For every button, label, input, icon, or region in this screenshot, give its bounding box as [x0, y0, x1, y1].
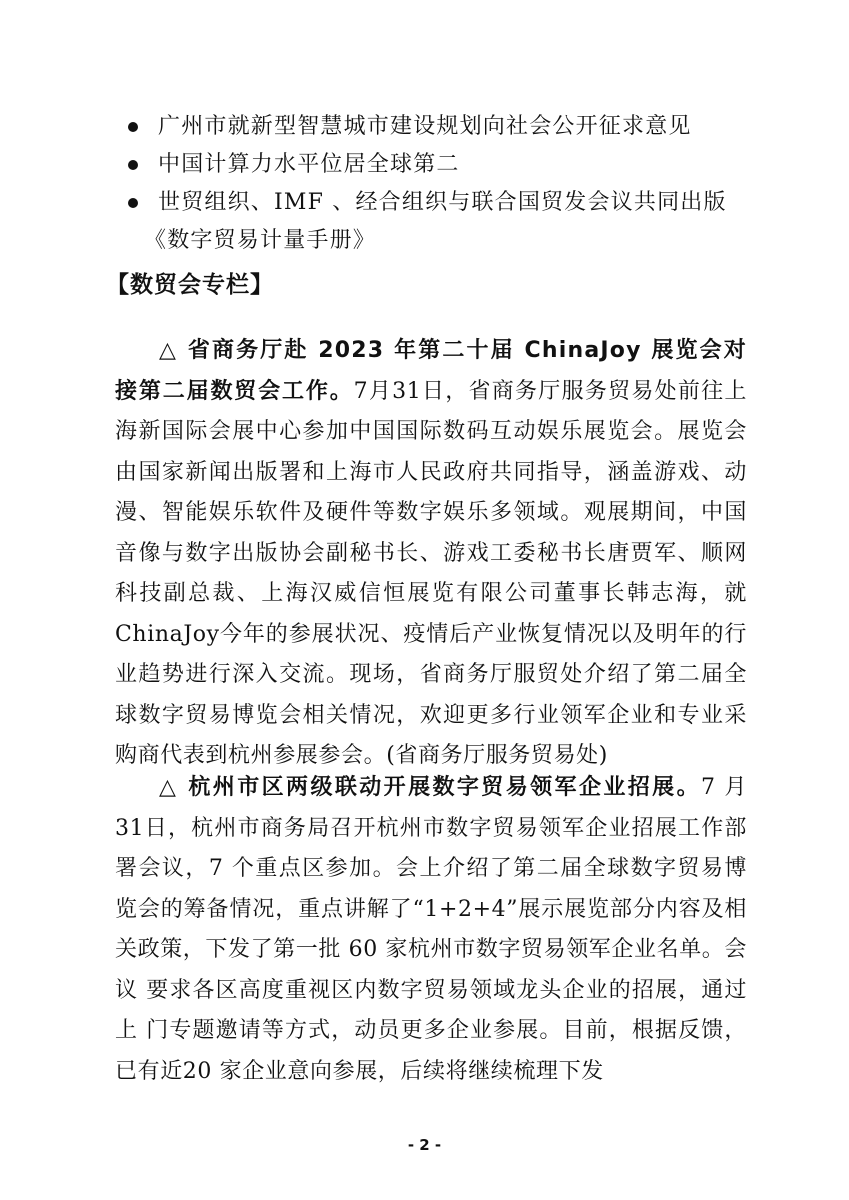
bullet-dot-icon	[128, 122, 138, 132]
list-item	[128, 108, 768, 146]
bullet-text: 广州市就新型智慧城市建设规划向社会公开征求意见	[158, 114, 692, 139]
list-item	[128, 184, 768, 260]
list-item	[128, 146, 768, 184]
article-paragraph	[115, 331, 747, 777]
news-bullet-list	[128, 108, 768, 260]
article-lead: △ 杭州市区两级联动开展数字贸易领军企业招展。	[159, 775, 701, 800]
article-paragraph	[115, 768, 747, 1092]
section-title: 【数贸会专栏】	[106, 272, 274, 298]
bullet-dot-icon	[128, 160, 138, 170]
bullet-text: 中国计算力水平位居全球第二	[158, 152, 460, 177]
bullet-text: 世贸组织、IMF 、经合组织与联合国贸发会议共同出版	[158, 190, 727, 215]
article-body: 7月31日，省商务厅服务贸易处前往上海新国际会展中心参加中国国际数码互动娱乐展览会。展览会由国家新闻出版署和上海市人民政府共同指导，涵盖游戏、动漫、智能娱乐软件及硬件等数字娱乐多领域。观展期间，中国音像与数字出版协会副秘书长、游戏工委秘书长唐贾军、顺网科技副总裁、上海汉威信恒展览有限公司董事长韩志海，就ChinaJoy今年的参展状况、疫情后产业恢复情况以及明年的行业趋势进行深入交流。现场，省商务厅服贸处介绍了第二届全球数字贸易博览会相关情况，欢迎更多行业领军企业和专业采购商代表到杭州参展参会。(省商务厅服务贸易处)	[115, 378, 747, 768]
bullet-dot-icon	[128, 198, 138, 208]
article-body: 7 月31日，杭州市商务局召开杭州市数字贸易领军企业招展工作部署会议，7 个重点区参加。会上介绍了第二届全球数字贸易博览会的筹备情况，重点讲解了“1+2+4”展示展览部分内容及相关政策，下发了第一批 60 家杭州市数字贸易领军企业名单。会议 要求各区高度重视区内数字贸易领域龙头企业的招展，通过上 门专题邀请等方式，动员更多企业参展。目前，根据反馈，已有近20 家企业意向参展，后续将继续梳理下发	[115, 775, 747, 1084]
bullet-text-continuation: 《数字贸易计量手册》	[144, 228, 377, 253]
article-lead: △ 省商务厅赴 2023 年第二十届 ChinaJoy 展览会对接第二届数贸会工作。	[115, 338, 747, 404]
page-number: - 2 -	[407, 1136, 442, 1154]
